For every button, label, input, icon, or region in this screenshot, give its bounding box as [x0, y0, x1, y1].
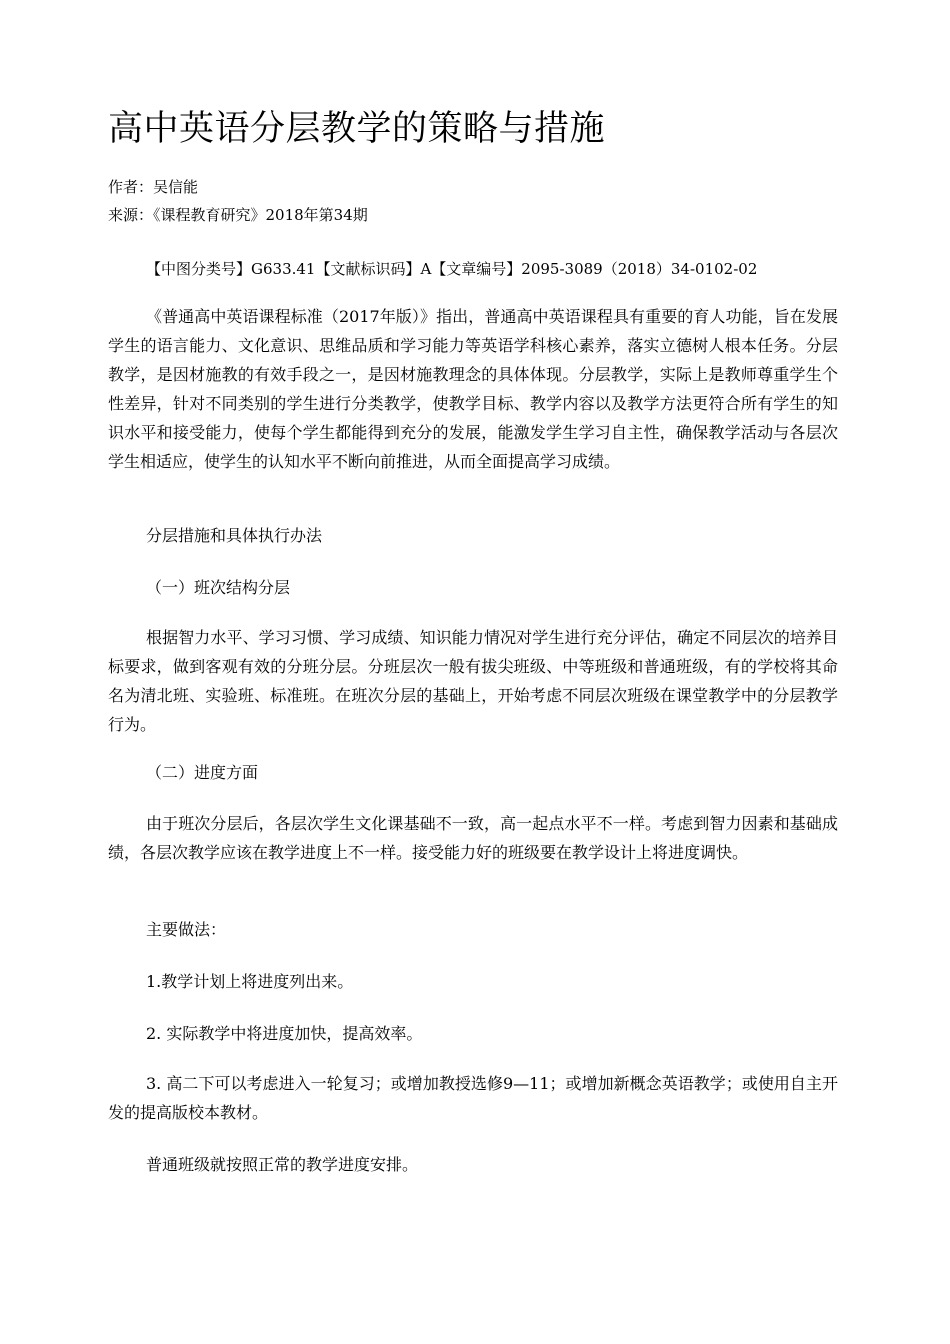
methods-heading: 主要做法：	[146, 920, 227, 939]
subsection-body-2: 由于班次分层后，各层次学生文化课基础不一致，高一起点水平不一样。考虑到智力因素和基础成绩，各层次教学应该在教学进度上不一样。接受能力好的班级要在教学设计上将进度调快。	[108, 814, 838, 862]
author-line: 作者：吴信能	[108, 178, 199, 196]
intro-paragraph: 《普通高中英语课程标准（2017年版）》指出，普通高中英语课程具有重要的育人功能，旨在发展学生的语言能力、文化意识、思维品质和学习能力等英语学科核心素养，落实立德树人根本任务。分层教学，是因材施教的有效手段之一，是因材施教理念的具体体现。分层教学，实际上是教师尊重学生个性差异，针对不同类别的学生进行分类教学，使教学目标、教学内容以及教学方法更符合所有学生的知识水平和接受能力，使每个学生都能得到充分的发展，能激发学生学习自主性，确保教学活动与各层次学生相适应，使学生的认知水平不断向前推进，从而全面提高学习成绩。	[108, 307, 838, 471]
closing-paragraph: 普通班级就按照正常的教学进度安排。	[146, 1155, 419, 1174]
section-heading: 分层措施和具体执行办法	[146, 526, 323, 545]
method-item-1: 1.教学计划上将进度列出来。	[146, 972, 354, 991]
method-item-2: 2. 实际教学中将进度加快，提高效率。	[146, 1024, 423, 1043]
subsection-body-1: 根据智力水平、学习习惯、学习成绩、知识能力情况对学生进行充分评估，确定不同层次的培养目标要求，做到客观有效的分班分层。分班层次一般有拔尖班级、中等班级和普通班级，有的学校将其命名为清北班、实验班、标准班。在班次分层的基础上，开始考虑不同层次班级在课堂教学中的分层教学行为。	[108, 628, 838, 734]
article-title: 高中英语分层教学的策略与措施	[108, 109, 606, 149]
classification-line: 【中图分类号】G633.41【文献标识码】A【文章编号】2095-3089（2018）34-0102-02	[146, 260, 758, 278]
source-line: 来源：《课程教育研究》2018年第34期	[108, 206, 368, 224]
subsection-heading-2: （二）进度方面	[146, 763, 259, 782]
subsection-heading-1: （一）班次结构分层	[146, 578, 291, 597]
method-item-3: 3. 高二下可以考虑进入一轮复习；或增加教授选修9—11；或增加新概念英语教学；或使用自主开发的提高版校本教材。	[108, 1074, 838, 1122]
